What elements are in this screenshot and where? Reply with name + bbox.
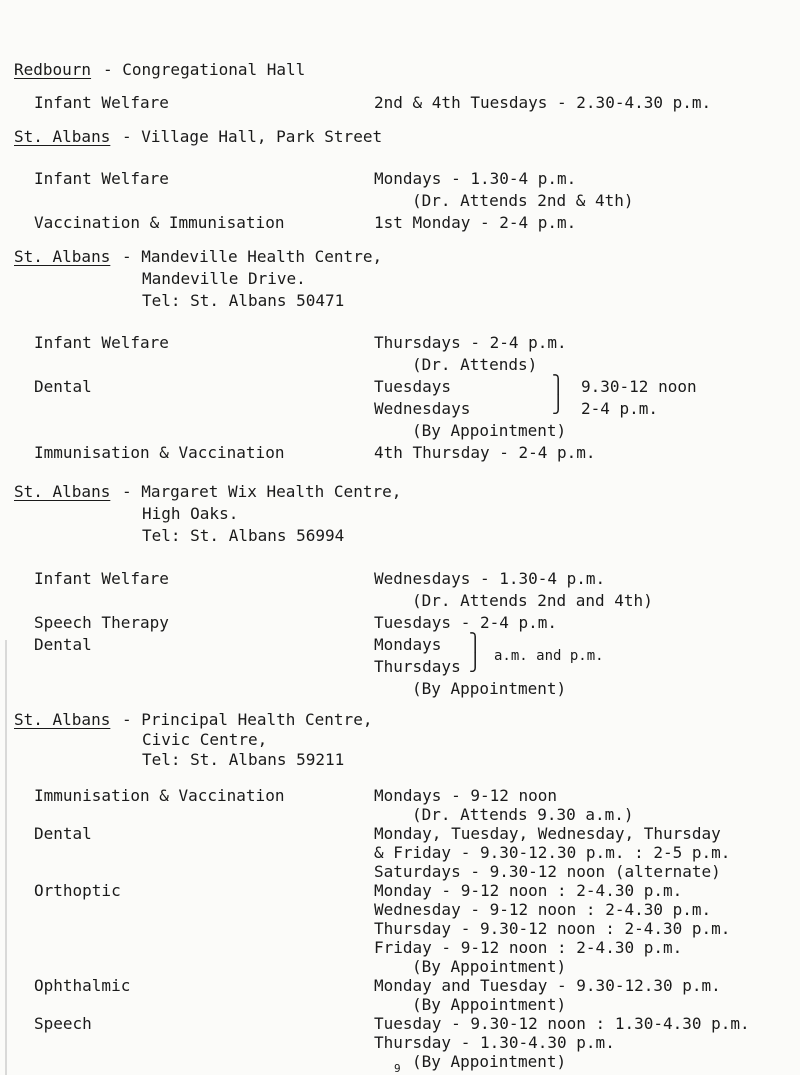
section-3-town: St. Albans: [14, 247, 111, 266]
section-5-service-2-name: Dental: [34, 824, 92, 843]
section-3-venue-line-2: Mandeville Drive.: [142, 269, 306, 288]
section-5-phone: Tel: St. Albans 59211: [142, 750, 345, 769]
section-3-service-2-day-1: Tuesdays: [374, 377, 452, 396]
section-5-service-5-name: Speech: [34, 1014, 92, 1033]
section-2-service-1-time-2: (Dr. Attends 2nd & 4th): [412, 191, 634, 210]
section-4-service-3-day-1: Mondays: [374, 635, 442, 654]
section-4-service-3-name: Dental: [34, 635, 92, 654]
bracket-top: ⎫: [553, 375, 564, 395]
section-1-service-1-name: Infant Welfare: [34, 93, 169, 112]
section-4-service-3-day-2: Thursdays: [374, 657, 461, 676]
section-4-service-1-time-1: Wednesdays - 1.30-4 p.m.: [374, 569, 606, 588]
section-4-town: St. Albans: [14, 482, 111, 501]
section-5-service-5-time-1: Tuesday - 9.30-12 noon : 1.30-4.30 p.m.: [374, 1014, 750, 1033]
section-5-service-4-name: Ophthalmic: [34, 976, 131, 995]
section-5-town: St. Albans: [14, 710, 111, 729]
section-2-service-2-name: Vaccination & Immunisation: [34, 213, 285, 232]
section-5-service-4-time-1: Monday and Tuesday - 9.30-12.30 p.m.: [374, 976, 721, 995]
section-4-service-1-time-2: (Dr. Attends 2nd and 4th): [412, 591, 653, 610]
bracket-bottom: ⎭: [470, 653, 481, 673]
section-3-service-1-name: Infant Welfare: [34, 333, 169, 352]
section-5-service-2-time-3: Saturdays - 9.30-12 noon (alternate): [374, 862, 721, 881]
section-2-venue: - Village Hall, Park Street: [122, 127, 383, 146]
section-5-service-5-note: (By Appointment): [412, 1052, 567, 1071]
section-5-service-3-time-1: Monday - 9-12 noon : 2-4.30 p.m.: [374, 881, 683, 900]
section-2-town: St. Albans: [14, 127, 111, 146]
section-2-service-1-name: Infant Welfare: [34, 169, 169, 188]
section-5-service-3-note: (By Appointment): [412, 957, 567, 976]
section-3-service-3-time-1: 4th Thursday - 2-4 p.m.: [374, 443, 596, 462]
section-5-service-3-time-3: Thursday - 9.30-12 noon : 2-4.30 p.m.: [374, 919, 731, 938]
section-4-service-3-note: (By Appointment): [412, 679, 567, 698]
section-3-venue-line-1: - Mandeville Health Centre,: [122, 247, 383, 266]
section-5-venue-line-2: Civic Centre,: [142, 730, 268, 749]
section-3-service-2-time-1: 9.30-12 noon: [581, 377, 697, 396]
section-3-service-3-name: Immunisation & Vaccination: [34, 443, 285, 462]
section-2-service-1-time-1: Mondays - 1.30-4 p.m.: [374, 169, 577, 188]
bracket-top: ⎫: [470, 633, 481, 653]
section-5-service-3-time-2: Wednesday - 9-12 noon : 2-4.30 p.m.: [374, 900, 712, 919]
section-3-service-2-time-2: 2-4 p.m.: [581, 399, 659, 418]
section-4-venue-line-1: - Margaret Wix Health Centre,: [122, 482, 402, 501]
section-5-service-1-name: Immunisation & Vaccination: [34, 786, 285, 805]
section-3-service-2-name: Dental: [34, 377, 92, 396]
section-5-service-1-time-2: (Dr. Attends 9.30 a.m.): [412, 805, 634, 824]
bracket-bottom: ⎭: [553, 395, 564, 415]
section-4-phone: Tel: St. Albans 56994: [142, 526, 345, 545]
section-1-venue: - Congregational Hall: [103, 60, 306, 79]
section-3-service-1-time-2: (Dr. Attends): [412, 355, 538, 374]
section-5-service-2-time-1: Monday, Tuesday, Wednesday, Thursday: [374, 824, 721, 843]
section-3-phone: Tel: St. Albans 50471: [142, 291, 345, 310]
section-1-town: Redbourn: [14, 60, 92, 79]
section-4-service-1-name: Infant Welfare: [34, 569, 169, 588]
section-5-service-5-time-2: Thursday - 1.30-4.30 p.m.: [374, 1033, 615, 1052]
page-number: 9: [394, 1062, 401, 1075]
section-5-service-4-note: (By Appointment): [412, 995, 567, 1014]
section-5-service-1-time-1: Mondays - 9-12 noon: [374, 786, 558, 805]
section-1-service-1-time-1: 2nd & 4th Tuesdays - 2.30-4.30 p.m.: [374, 93, 712, 112]
section-5-service-3-name: Orthoptic: [34, 881, 121, 900]
section-3-service-2-note: (By Appointment): [412, 421, 567, 440]
section-5-venue-line-1: - Principal Health Centre,: [122, 710, 373, 729]
section-4-service-3-time-1: a.m. and p.m.: [494, 648, 604, 664]
page-edge-shadow: [5, 640, 7, 1075]
section-3-service-2-day-2: Wednesdays: [374, 399, 471, 418]
section-3-service-1-time-1: Thursdays - 2-4 p.m.: [374, 333, 567, 352]
section-5-service-2-time-2: & Friday - 9.30-12.30 p.m. : 2-5 p.m.: [374, 843, 731, 862]
section-5-service-3-time-4: Friday - 9-12 noon : 2-4.30 p.m.: [374, 938, 683, 957]
section-4-venue-line-2: High Oaks.: [142, 504, 239, 523]
section-4-service-2-time-1: Tuesdays - 2-4 p.m.: [374, 613, 558, 632]
section-2-service-2-time-1: 1st Monday - 2-4 p.m.: [374, 213, 577, 232]
section-4-service-2-name: Speech Therapy: [34, 613, 169, 632]
